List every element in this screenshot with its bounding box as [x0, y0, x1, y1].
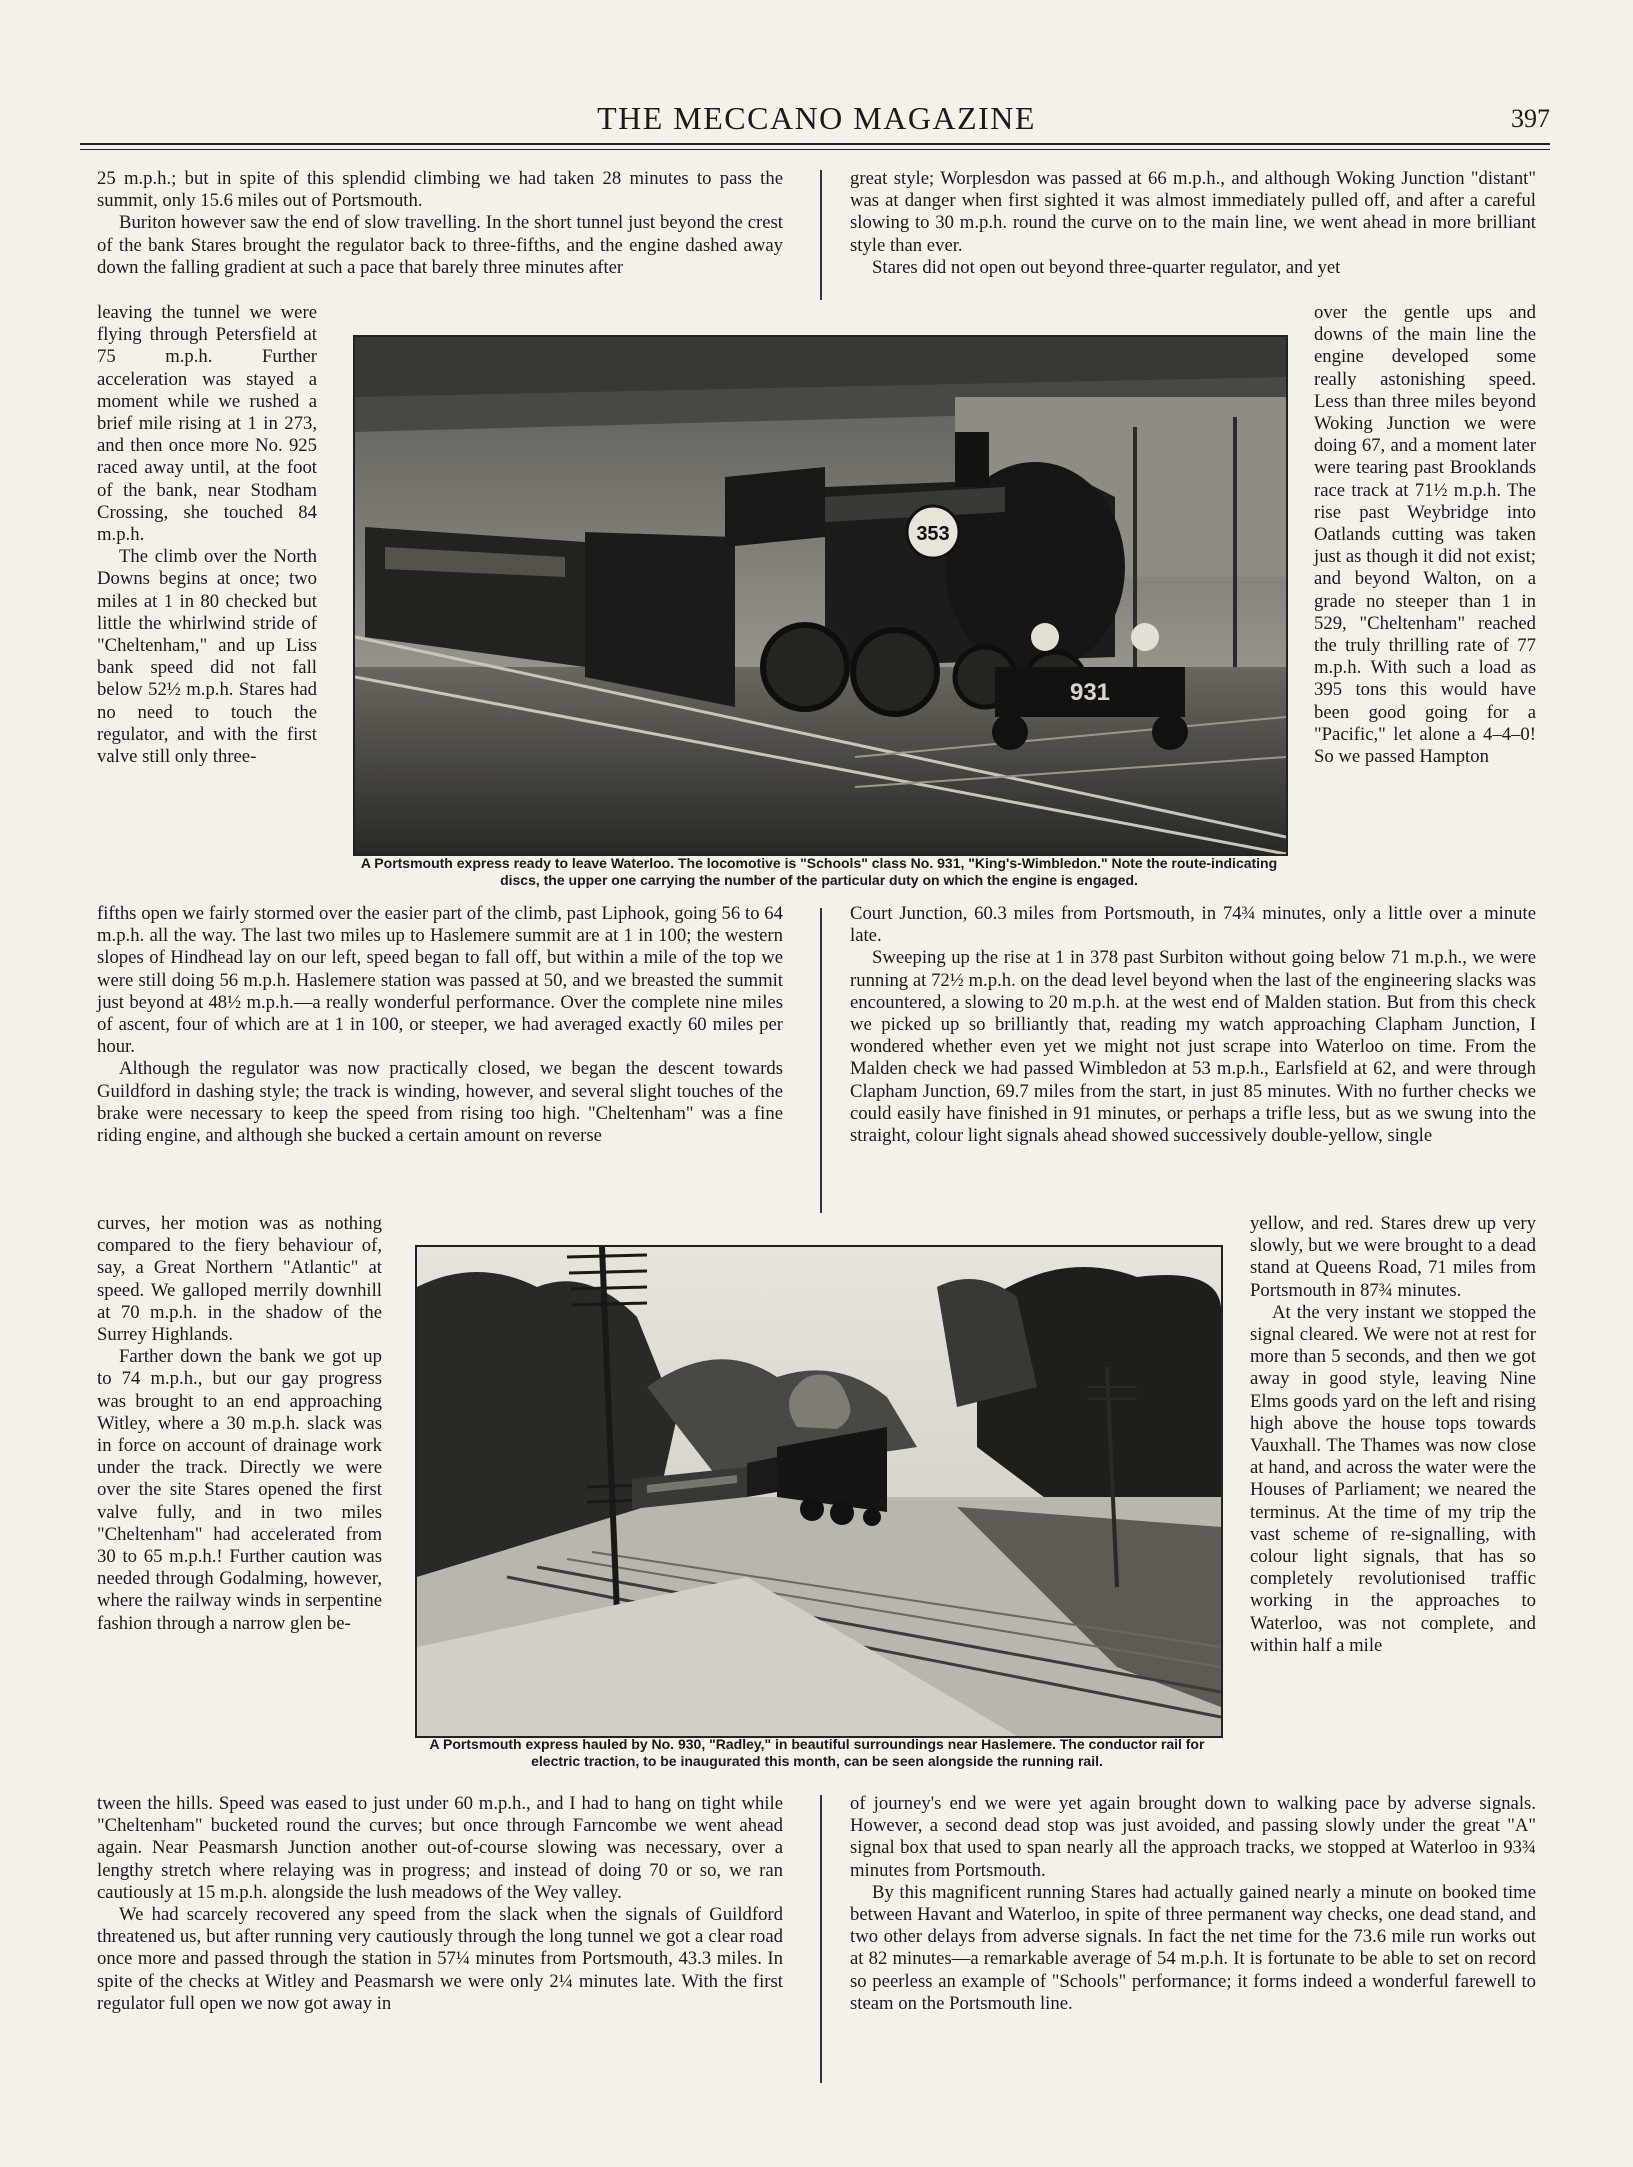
left-top-text [97, 168, 783, 279]
paragraph: Farther down the bank we got up to 74 m.p.h., but our gay progress was brought to an end approaching Witley, where a 30 m.p.h. slack was in force on account of drainage work under the track. Directly we were over the site Stares opened the first valve fully, and in two miles "Cheltenham" had accelerated from 30 to 65 m.p.h.! Further caution was needed through Godalming, however, where the railway winds in serpentine fashion through a narrow glen be- [97, 1346, 382, 1634]
paragraph: By this magnificent running Stares had actually gained nearly a minute on booked time between Havant and Waterloo, in spite of three permanent way checks, one dead stand, and two other delays from adverse signals. In fact the net time for the 73.6 mile run works out at 82 minutes—a remarkable average of 54 m.p.h. It is fortunate to be able to set on record so peerless an example of "Schools" performance; it forms indeed a wonderful farewell to steam on the Portsmouth line. [850, 1881, 1536, 2014]
paragraph: over the gentle ups and downs of the main line the engine developed some really astonishing speed. Less than three miles beyond Woking Junction we were doing 67, and a moment later were tearing past Brooklands race track at 71½ m.p.h. The rise past Weybridge into Oatlands cutting was taken just as though it did not exist; and beyond Walton, on a grade no steeper than 1 in 529, "Cheltenham" reached the truly thrilling rate of 77 m.p.h. With such a load as 395 tons this would have been good going for a "Pacific," let alone a 4–4–0! So we passed Hampton [1314, 302, 1536, 768]
paragraph: yellow, and red. Stares drew up very slowly, but we were brought to a dead stand at Queens Road, 71 miles from Portsmouth in 87¾ minutes. [1250, 1213, 1536, 1301]
page-number: 397 [1511, 104, 1550, 133]
header-rule-top [80, 143, 1550, 145]
column-divider-middle [820, 908, 822, 1213]
paragraph: tween the hills. Speed was eased to just under 60 m.p.h., and I had to hang on tight while "Cheltenham" bucketed round the curves; but once through Farncombe we went ahead again. Near Peasmarsh Junction another out-of-course slowing was necessary, over a lengthy stretch where relaying was in progress; and instead of doing 70 or so, we ran cautiously at 15 m.p.h. alongside the lush meadows of the Wey valley. [97, 1793, 783, 1903]
paragraph: Stares did not open out beyond three-quarter regulator, and yet [872, 256, 1341, 278]
paragraph: Buriton however saw the end of slow travelling. In the short tunnel just beyond the crest of the bank Stares brought the regulator back to three-fifths, and the engine dashed away down the falling gradient at such a pace that barely three minutes after [97, 212, 783, 278]
left-narrow-text-2 [97, 1213, 382, 1635]
column-divider-top [820, 170, 822, 300]
paragraph: Court Junction, 60.3 miles from Portsmouth, in 74¾ minutes, only a little over a minute late. [850, 903, 1536, 947]
paragraph: fifths open we fairly stormed over the easier part of the climb, past Liphook, going 56 to 64 m.p.h. all the way. The last two miles up to Haslemere summit are at 1 in 100; the western slopes of Hindhead lay on our left, speed began to fall off, but within a mile of the top we were still doing 56 m.p.h. Haslemere station was passed at 50, and we breasted the summit just beyond at 48½ m.p.h.—a really wonderful performance. Over the complete nine miles of ascent, four of which are at 1 in 100, or steeper, we had averaged exactly 60 miles per hour. [97, 903, 783, 1058]
right-top-text [850, 168, 1536, 279]
paragraph: At the very instant we stopped the signal cleared. We were not at rest for more than 5 seconds, and then we got away in good style, leaving Nine Elms goods yard on the left and rising high above the house tops towards Vauxhall. The Thames was now close at hand, and across the water were the Houses of Parliament; we neared the terminus. At the time of my trip the vast scheme of re-signalling, with colour light signals, that has so completely revolutionised traffic working in the approaches to Waterloo, was not complete, and within half a mile [1250, 1301, 1536, 1656]
paragraph: Although the regulator was now practically closed, we began the descent towards Guildford in dashing style; the track is winding, however, and several slight touches of the brake were necessary to keep the speed from rising too high. "Cheltenham" was a fine riding engine, and although she bucked a certain amount on reverse [97, 1058, 783, 1147]
paragraph: great style; Worplesdon was passed at 66 m.p.h., and although Woking Junction "distant" was at danger when first sighted it was almost immediately pulled off, and after a careful slowing to 30 m.p.h. round the curve on to the main line, we went ahead in more brilliant style than ever. [850, 168, 1536, 256]
paragraph: of journey's end we were yet again brought down to walking pace by adverse signals. However, a second dead stop was just avoided, and passing slowly under the great "A" signal box that used to span nearly all the approach tracks, we stopped at Waterloo in 93¾ minutes from Portsmouth. [850, 1793, 1536, 1881]
right-bottom-text [850, 1793, 1536, 2015]
left-middle-text [97, 903, 783, 1147]
header-rule-bottom [80, 149, 1550, 150]
locomotive-disc-number: 353 [916, 523, 950, 545]
paragraph: We had scarcely recovered any speed from the slack when the signals of Guildford threatened us, but after running very cautiously through the long tunnel we got a clear road once more and passed through the station in 57¼ minutes from Portsmouth, 43.3 miles. In spite of the checks at Witley and Peasmarsh we were only 2¼ minutes late. With the first regulator full open we now got away in [97, 1904, 783, 2014]
column-divider-bottom [820, 1795, 822, 2083]
right-narrow-text-2 [1250, 1213, 1536, 1657]
right-middle-text [850, 903, 1536, 1147]
magazine-title: THE MECCANO MAGAZINE [597, 100, 1036, 136]
photo-locomotive-waterloo [353, 335, 1288, 856]
photo-express-haslemere [415, 1245, 1223, 1738]
paragraph: Sweeping up the rise at 1 in 378 past Surbiton without going below 71 m.p.h., we were running at 72½ m.p.h. on the dead level beyond when the last of the engineering slacks was encountered, a slowing to 20 m.p.h. at the west end of Malden station. But from this check we picked up so brilliantly that, reading my watch approaching Clapham Junction, I wondered whether even yet we might not just scrape into Waterloo on time. From the Malden check we had passed Wimbledon at 53 m.p.h., Earlsfield at 62, and were through Clapham Junction, 69.7 miles from the start, in just 85 minutes. With no further checks we could easily have finished in 91 minutes, or perhaps a trifle less, but as we swung into the straight, colour light signals ahead showed successively double-yellow, single [850, 947, 1536, 1147]
paragraph: curves, her motion was as nothing compared to the fiery behaviour of, say, a Great Northern "Atlantic" at speed. We galloped merrily downhill at 70 m.p.h. in the shadow of the Surrey Highlands. [97, 1213, 382, 1346]
paragraph: leaving the tunnel we were flying through Petersfield at 75 m.p.h. Further acceleration was stayed a moment while we rushed a brief mile rising at 1 in 273, and then once more No. 925 raced away until, at the foot of the bank, near Stodham Crossing, she touched 84 m.p.h. [97, 302, 317, 546]
left-bottom-text [97, 1793, 783, 2015]
photo-caption-2: A Portsmouth express hauled by No. 930, "Radley," in beautiful surroundings near Haslemere. The conductor rail for electric traction, to be inaugurated this month, can be seen alongside the running rail. [429, 1736, 1205, 1769]
paragraph: The climb over the North Downs begins at once; two miles at 1 in 80 checked but little the whirlwind stride of "Cheltenham," and up Liss bank speed did not fall below 52½ m.p.h. Stares had no need to touch the regulator, and with the first valve still only three- [97, 546, 317, 768]
paragraph: 25 m.p.h.; but in spite of this splendid climbing we had taken 28 minutes to pass the summit, only 15.6 miles out of Portsmouth. [97, 168, 783, 212]
photo-caption-1: A Portsmouth express ready to leave Waterloo. The locomotive is "Schools" class No. 931, "King's-Wimbledon." Note the route-indicating discs, the upper one carrying the number of the particular duty on which the engine is engaged. [360, 855, 1278, 888]
right-narrow-text-1 [1314, 302, 1536, 768]
locomotive-number-plate: 931 [1069, 679, 1111, 706]
left-narrow-text-1 [97, 302, 317, 768]
